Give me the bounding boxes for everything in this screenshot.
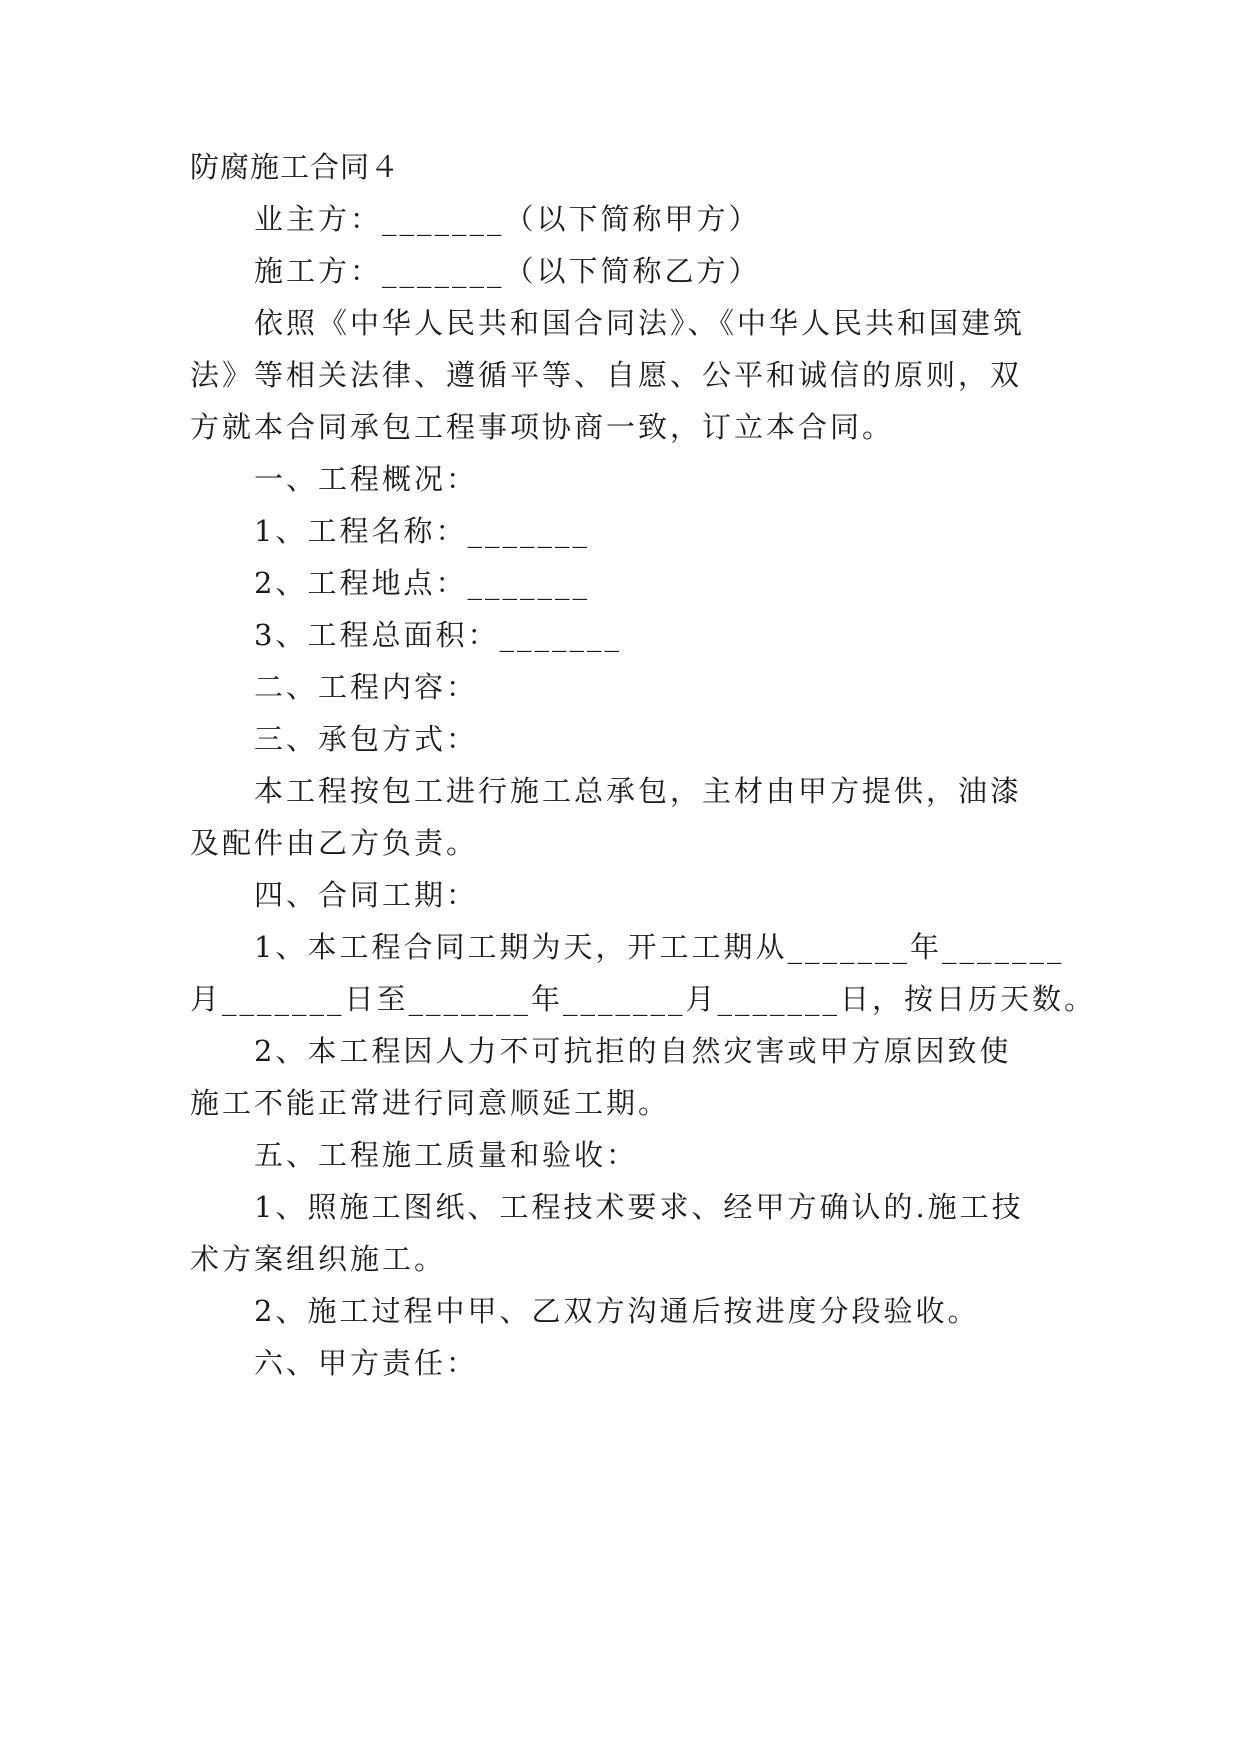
contractor-party-line: 施工方：_______（以下简称乙方） xyxy=(254,254,761,288)
contract-method-line-2: 及配件由乙方负责。 xyxy=(190,826,479,860)
duration-extension-line-1: 2、本工程因人力不可抗拒的自然灾害或甲方原因致使 xyxy=(254,1034,1012,1068)
section-heading-duration: 四、合同工期： xyxy=(254,878,479,912)
section-heading-content: 二、工程内容： xyxy=(254,670,479,704)
quality-line-2: 术方案组织施工。 xyxy=(190,1242,447,1276)
section-heading-contract-method: 三、承包方式： xyxy=(254,722,479,756)
quality-line-1: 1、照施工图纸、工程技术要求、经甲方确认的.施工技 xyxy=(254,1190,1024,1224)
section-heading-owner-duties: 六、甲方责任： xyxy=(254,1346,479,1380)
project-location-line: 2、工程地点：_______ xyxy=(254,566,590,600)
duration-extension-line-2: 施工不能正常进行同意顺延工期。 xyxy=(190,1086,671,1120)
preamble-line-2: 法》等相关法律、遵循平等、自愿、公平和诚信的原则，双 xyxy=(190,358,1023,392)
section-heading-quality: 五、工程施工质量和验收： xyxy=(254,1138,639,1172)
document-title: 防腐施工合同４ xyxy=(190,150,401,184)
project-name-line: 1、工程名称：_______ xyxy=(254,514,590,548)
project-area-line: 3、工程总面积：_______ xyxy=(254,618,622,652)
preamble-line-3: 方就本合同承包工程事项协商一致，订立本合同。 xyxy=(190,410,895,444)
preamble-line-1: 依照《中华人民共和国合同法》、《中华人民共和国建筑 xyxy=(254,306,1026,340)
owner-party-line: 业主方：_______（以下简称甲方） xyxy=(254,202,761,236)
duration-line-2: 月_______日至_______年_______月_______日，按日历天数。 xyxy=(190,982,1097,1016)
contract-method-line-1: 本工程按包工进行施工总承包，主材由甲方提供，油漆 xyxy=(254,774,1023,808)
duration-line-1: 1、本工程合同工期为天，开工工期从_______年_______ xyxy=(254,930,1065,964)
section-heading-overview: 一、工程概况： xyxy=(254,462,479,496)
quality-line-3: 2、施工过程中甲、乙双方沟通后按进度分段验收。 xyxy=(254,1294,980,1328)
